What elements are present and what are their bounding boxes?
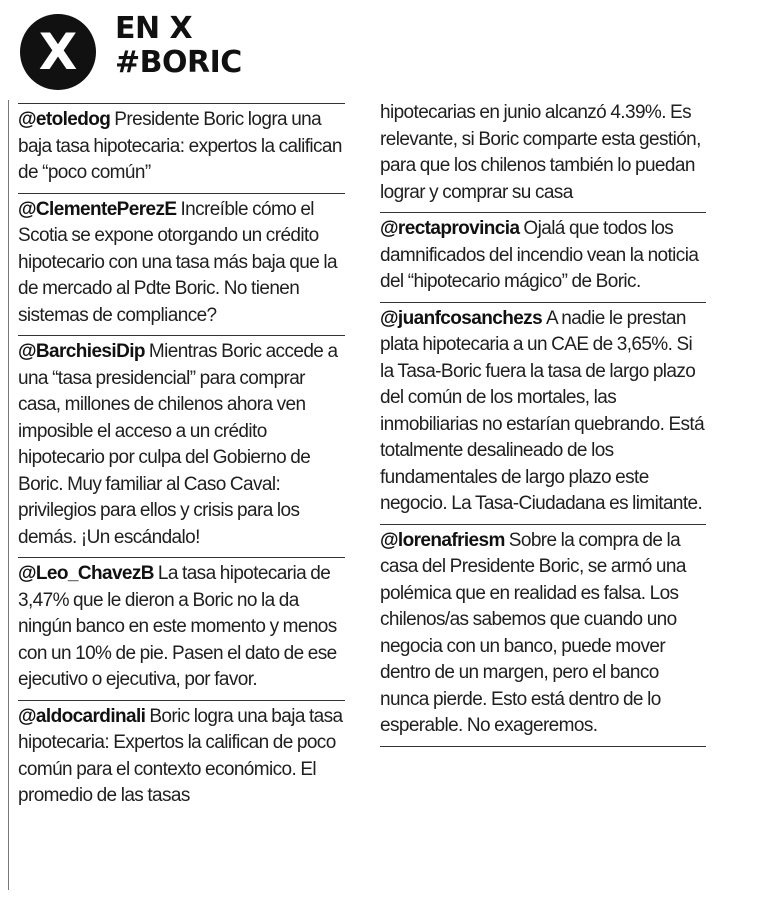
post-text: Ojalá que todos los damnificados del incendio vean la noticia del “hipotecario mágico” de Boric. xyxy=(380,218,699,292)
post-continuation xyxy=(380,100,706,213)
post-handle[interactable]: @Leo_ChavezB xyxy=(18,563,154,584)
post-handle[interactable]: @juanfcosanchezs xyxy=(380,307,543,329)
post-handle[interactable]: @rectaprovincia xyxy=(380,218,520,239)
post-text: hipotecarias en junio alcanzó 4.39%. Es relevante, si Boric comparte esta gestión, para que los chilenos también lo puedan lograr y comprar su casa xyxy=(380,102,701,203)
post xyxy=(18,194,345,337)
post-text: Sobre la compra de la casa del Presidente Boric, se armó una polémica que en realidad es falsa. Los chilenos/as sabemos que cuando uno negocia con un banco, puede mover dentro de un margen, pero el banco nunca pierde. Esto está dentro de lo esperable. No exageremos. xyxy=(380,529,686,736)
post xyxy=(18,104,345,194)
post xyxy=(18,701,345,816)
post-text: Increíble cómo el Scotia se expone otorgando un crédito hipotecario con una tasa más baja que la de mercado al Pdte Boric. No tienen sistemas de compliance? xyxy=(18,198,337,326)
post xyxy=(18,558,345,701)
post xyxy=(380,303,706,525)
post-text: Presidente Boric logra una baja tasa hipotecaria: expertos la califican de “poco común” xyxy=(18,109,342,183)
left-column xyxy=(18,103,345,816)
post-text: Mientras Boric accede a una “tasa presidencial” para comprar casa, millones de chilenos ahora ven imposible el acceso a un crédito hipotecario por culpa del Gobierno de Boric. Muy familiar al Caso Caval: privilegios para ellos y crisis para los demás. ¡Un escándalo! xyxy=(18,341,338,548)
post-handle[interactable]: @lorenafriesm xyxy=(380,529,505,551)
x-logo-icon: X xyxy=(20,14,96,90)
title-line-2: #BORIC xyxy=(115,45,242,80)
post-handle[interactable]: @ClementePerezE xyxy=(18,198,177,220)
right-column xyxy=(380,100,706,747)
post xyxy=(380,213,706,303)
post-text: A nadie le prestan plata hipotecaria a un CAE de 3,65%. Si la Tasa-Boric fuera la tasa de largo plazo del común de los mortales, las inmobiliarias no estarían quebrando. Está totalmente desalineado de los fundamentales de largo plazo este negocio. La Tasa-Ciudadana es limitante. xyxy=(380,307,705,514)
title-line-1: EN X xyxy=(115,11,193,46)
post-text: Boric logra una baja tasa hipotecaria: Expertos la califican de poco común para el contexto económico. El promedio de las tasas xyxy=(18,705,343,806)
post-handle[interactable]: @aldocardinali xyxy=(18,705,146,727)
post xyxy=(380,525,706,747)
post xyxy=(18,336,345,558)
post-handle[interactable]: @etoledog xyxy=(18,109,111,130)
post-text: La tasa hipotecaria de 3,47% que le dieron a Boric no la da ningún banco en este momento y menos con un 10% de pie. Pasen el dato de ese ejecutivo o ejecutiva, por favor. xyxy=(18,563,337,690)
post-handle[interactable]: @BarchiesiDip xyxy=(18,341,145,362)
left-margin-line xyxy=(8,100,9,890)
section-title xyxy=(115,12,242,80)
